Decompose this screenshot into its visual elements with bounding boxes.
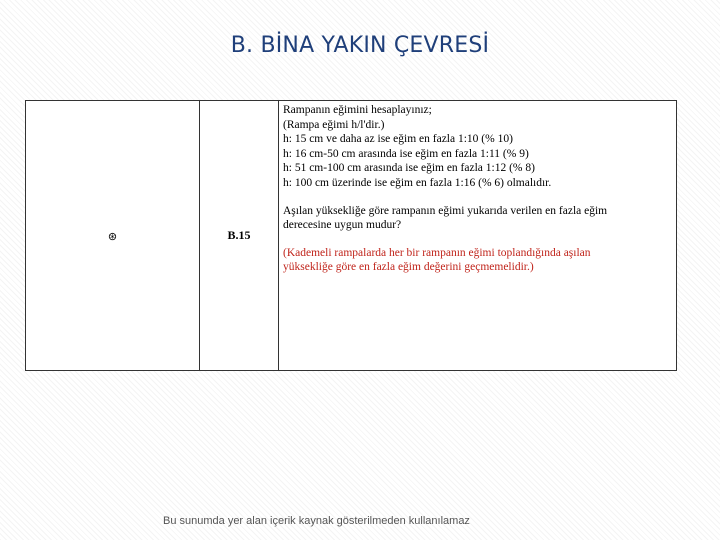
- question-cell: [279, 101, 677, 371]
- question-line: h: 16 cm-50 cm arasında ise eğim en fazla 1:11 (% 9): [283, 147, 529, 160]
- spacer: [283, 233, 672, 246]
- check-question-line: derecesine uygun mudur?: [283, 219, 402, 232]
- note-line: yüksekliğe göre en fazla eğim değerini geçmemelidir.): [283, 261, 534, 274]
- table-row: [26, 101, 677, 371]
- slide-title: B. BİNA YAKIN ÇEVRESİ: [230, 33, 490, 58]
- question-line: h: 15 cm ve daha az ise eğim en fazla 1:10 (% 10): [283, 133, 513, 146]
- mark-symbol-icon: ⊛: [107, 230, 118, 243]
- code-cell: [200, 101, 279, 371]
- question-line: h: 100 cm üzerinde ise eğim en fazla 1:16 (% 6) olmalıdır.: [283, 176, 552, 189]
- criterion-code: B.15: [227, 228, 251, 242]
- check-question-line: Aşılan yüksekliğe göre rampanın eğimi yukarıda verilen en fazla eğim: [283, 204, 608, 217]
- question-line: h: 51 cm-100 cm arasında ise eğim en fazla 1:12 (% 8): [283, 162, 535, 175]
- mark-cell: [26, 101, 200, 371]
- spacer: [283, 191, 672, 204]
- question-line: Rampanın eğimini hesaplayınız;: [283, 104, 432, 116]
- question-line: (Rampa eğimi h/l'dir.): [283, 118, 385, 131]
- note-line: (Kademeli rampalarda her bir rampanın eğimi toplandığında aşılan: [283, 246, 591, 259]
- footer-note: Bu sunumda yer alan içerik kaynak gösterilmeden kullanılamaz: [163, 515, 470, 527]
- criteria-table: [25, 100, 677, 371]
